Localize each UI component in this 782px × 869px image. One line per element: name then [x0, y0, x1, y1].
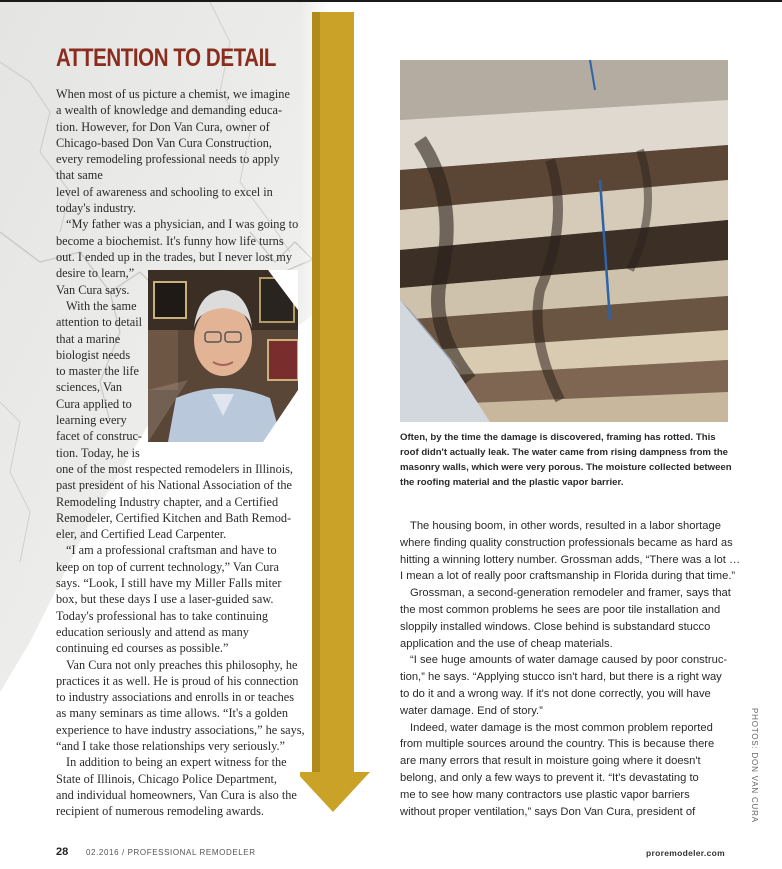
left-column-block-1: [56, 86, 298, 298]
text-line: tion. Today, he is: [56, 445, 140, 460]
text-line: experience to have industry associations,” he says,: [56, 722, 305, 737]
text-line: every remodeling professional needs to apply: [56, 152, 280, 167]
website-link[interactable]: proremodeler.com: [646, 848, 725, 858]
text-line: Grossman, a second-generation remodeler and framer, says that: [410, 587, 731, 600]
text-line: that same: [56, 168, 103, 183]
text-line: the most common problems he sees are poor tile installation and: [400, 603, 721, 616]
text-line: attention to detail: [56, 315, 143, 330]
page-number: 28: [56, 846, 69, 858]
issue-label: 02.2016 / PROFESSIONAL REMODELER: [86, 848, 256, 857]
text-line: desire to learn,”: [56, 266, 135, 281]
right-column-text: [400, 518, 741, 820]
text-line: sciences, Van: [56, 380, 123, 395]
roof-damage-photo: [400, 60, 728, 422]
photo-caption: [400, 430, 740, 490]
text-line: Cura applied to: [56, 396, 132, 411]
text-line: keep on top of current technology,” Van Cura: [56, 559, 279, 574]
text-line: says. “Look, I still have my Miller Falls miter: [56, 576, 282, 591]
text-line: are many errors that result in moisture going where it doesn't: [400, 755, 701, 768]
left-column-block-2: [56, 298, 142, 461]
text-line: Indeed, water damage is the most common problem reported: [410, 721, 713, 734]
text-line: sloppily installed windows. Close behind is substandard stucco: [400, 620, 711, 633]
text-line: In addition to being an expert witness for the: [66, 755, 287, 770]
text-line: learning every: [56, 413, 127, 428]
text-line: application and the use of cheap materials.: [400, 637, 613, 650]
text-line: where finding quality construction professionals became as hard as: [400, 536, 733, 549]
text-line: Remodeling Industry chapter, and a Certified: [56, 494, 279, 509]
text-line: “I see huge amounts of water damage caused by poor construc-: [410, 654, 728, 667]
text-line: Chicago-based Don Van Cura Construction,: [56, 135, 272, 150]
text-line: today's industry.: [56, 201, 136, 216]
text-line: Remodeler, Certified Kitchen and Bath Remod-: [56, 510, 292, 525]
text-line: water damage. End of story.”: [400, 704, 543, 717]
article-title: ATTENTION TO DETAIL: [56, 44, 276, 72]
text-line: recipient of numerous remodeling awards.: [56, 804, 264, 819]
text-line: box, but these days I use a laser-guided saw.: [56, 592, 274, 607]
text-line: education seriously and attend as many: [56, 624, 249, 639]
text-line: tion. However, for Don Van Cura, owner of: [56, 119, 270, 134]
text-line: eler, and Certified Lead Carpenter.: [56, 527, 227, 542]
text-line: “My father was a physician, and I was going to: [66, 217, 299, 232]
text-line: With the same: [66, 299, 137, 313]
text-line: a wealth of knowledge and demanding educa-: [56, 103, 283, 118]
text-line: past president of his National Association of the: [56, 478, 292, 493]
text-line: When most of us picture a chemist, we imagine: [56, 87, 290, 101]
text-line: level of awareness and schooling to excel in: [56, 184, 273, 199]
gold-arrow-divider: [300, 12, 370, 824]
text-line: practices it as well. He is proud of his connection: [56, 673, 299, 688]
text-line: as many seminars as time allows. “It's a golden: [56, 706, 289, 721]
text-line: continuing ed courses as possible.”: [56, 641, 229, 656]
portrait-photo: [148, 270, 298, 442]
text-line: biologist needs: [56, 347, 131, 362]
text-line: tion,” he says. “Applying stucco isn't hard, but there is a right way: [400, 671, 722, 684]
text-line: belong, and only a few ways to prevent it. “It's devastating to: [400, 771, 699, 784]
text-line: me to see how many contractors use plastic vapor barriers: [400, 788, 690, 801]
text-line: that a marine: [56, 331, 121, 346]
text-line: from multiple sources around the country. This is because there: [400, 738, 715, 751]
text-line: to do it and a wrong way. If it's not done correctly, you will have: [400, 687, 711, 700]
text-line: “and I take those relationships very seriously.”: [56, 739, 286, 754]
text-line: to master the life: [56, 364, 139, 379]
text-line: The housing boom, in other words, resulted in a labor shortage: [410, 520, 721, 532]
text-line: hitting a winning lottery number. Grossman adds, “There was a lot …: [400, 553, 741, 566]
text-line: “I am a professional craftsman and have to: [66, 543, 277, 558]
text-line: without proper ventilation,” says Don Van Cura, president of: [400, 805, 696, 818]
caption-line: roof didn't actually leak. The water came from rising dampness from the: [400, 447, 729, 458]
text-line: Van Cura says.: [56, 282, 130, 297]
text-line: Van Cura not only preaches this philosophy, he: [66, 657, 298, 672]
text-line: become a biochemist. It's funny how life turns: [56, 233, 284, 248]
caption-line: Often, by the time the damage is discovered, framing has rotted. This: [400, 432, 716, 443]
caption-line: the roofing material and the plastic vapor barrier.: [400, 477, 624, 488]
text-line: and individual homeowners, Van Cura is also the: [56, 787, 297, 802]
text-line: out. I ended up in the trades, but I never lost my: [56, 249, 292, 264]
text-line: Today's professional has to take continuing: [56, 608, 269, 623]
caption-line: masonry walls, which were very porous. The moisture collected between: [400, 462, 732, 473]
photo-credit: PHOTOS: DON VAN CURA: [750, 708, 759, 823]
text-line: State of Illinois, Chicago Police Department,: [56, 771, 277, 786]
text-line: one of the most respected remodelers in Illinois,: [56, 462, 293, 476]
left-column-block-3: [56, 461, 305, 820]
text-line: I mean a lot of really poor craftsmanship in Florida during that time.”: [400, 570, 736, 583]
text-line: to industry associations and enrolls in or teaches: [56, 690, 295, 705]
text-line: facet of construc-: [56, 429, 143, 444]
